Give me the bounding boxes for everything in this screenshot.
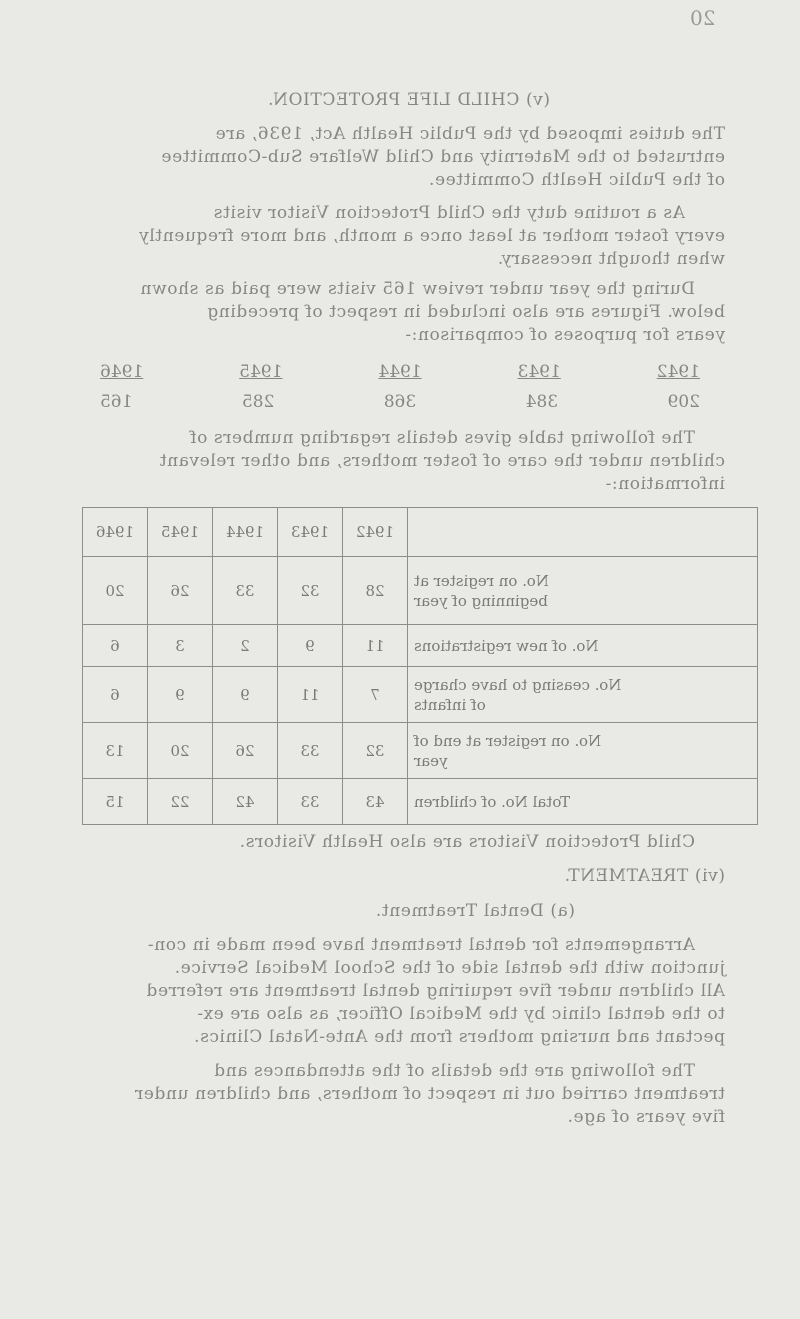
para6-line-3: All children under five requiring dental treatment are referred xyxy=(145,981,725,1001)
para4-line-3: information:- xyxy=(604,474,725,494)
table-cell: 32 xyxy=(343,723,408,779)
table-cell: 33 xyxy=(278,779,343,825)
table-cell: 11 xyxy=(278,667,343,723)
table-cell: 43 xyxy=(343,779,408,825)
visits-value: 285 xyxy=(241,392,275,412)
table-cell: 22 xyxy=(148,779,213,825)
table-cell: 26 xyxy=(213,723,278,779)
para7-line-1: The following are the details of the attendances and xyxy=(213,1061,695,1081)
table-cell: 9 xyxy=(278,625,343,667)
para5: Child Protection Visitors are also Health Visitors. xyxy=(239,832,695,852)
para3-line-1: During the year under review 165 visits were paid as shown xyxy=(140,279,695,299)
table-row xyxy=(83,723,758,779)
intro-line-2: entrusted to the Maternity and Child Welfare Sub-Committee xyxy=(160,147,725,167)
row-label xyxy=(408,723,758,779)
table-cell: 20 xyxy=(148,723,213,779)
table-cell: 42 xyxy=(213,779,278,825)
row-label xyxy=(408,779,758,825)
visits-value: 368 xyxy=(383,392,417,412)
row-label xyxy=(408,667,758,723)
table-cell: 33 xyxy=(213,557,278,625)
para3-line-3: years for purposes of comparison:- xyxy=(404,325,725,345)
table-header-year: 1943 xyxy=(278,508,343,557)
row-label-line: year xyxy=(414,751,448,770)
table-header-year: 1942 xyxy=(343,508,408,557)
para7-line-2: treatment carried out in respect of mothers, and children under xyxy=(134,1084,725,1104)
row-label-line: of infants xyxy=(414,695,486,714)
section-heading-2: (vi) TREATMENT. xyxy=(564,866,725,886)
subsection-heading: (a) Dental Treatment. xyxy=(375,901,575,921)
table-header-year: 1944 xyxy=(213,508,278,557)
table-cell: 3 xyxy=(148,625,213,667)
intro-line-3: of the Public Health Committee. xyxy=(428,170,725,190)
para6-line-1: Arrangements for dental treatment have been made in con- xyxy=(147,935,695,955)
table-cell: 15 xyxy=(83,779,148,825)
row-label xyxy=(408,557,758,625)
section-heading: (v) CHILD LIFE PROTECTION. xyxy=(267,90,550,110)
table-cell: 6 xyxy=(83,625,148,667)
visits-value: 165 xyxy=(100,392,133,412)
visits-years-row xyxy=(100,362,700,382)
table-cell: 28 xyxy=(343,557,408,625)
row-label-line: beginning of year xyxy=(414,591,548,610)
table-row xyxy=(83,667,758,723)
para6-line-2: junction with the dental side of the School Medical Service. xyxy=(174,958,725,978)
visits-year: 1944 xyxy=(378,362,422,382)
row-label-line: No. on register at end of xyxy=(414,731,602,750)
table-header-year: 1945 xyxy=(148,508,213,557)
table-cell: 7 xyxy=(343,667,408,723)
table-cell: 9 xyxy=(213,667,278,723)
para2-line-2: every foster mother at least once a month, and more frequently xyxy=(138,226,725,246)
visits-year: 1945 xyxy=(239,362,283,382)
row-label-line: No. on register at xyxy=(414,571,549,590)
para4-line-2: children under the care of foster mothers, and other relevant xyxy=(159,451,725,471)
intro-line-1: The duties imposed by the Public Health Act, 1936, are xyxy=(215,124,725,144)
para6-line-4: to the dental clinic by the Medical Officer, as also are ex- xyxy=(196,1004,725,1024)
para2-line-3: when thought necessary. xyxy=(497,249,725,269)
visits-values-row xyxy=(100,392,700,412)
para2-line-1: As a routine duty the Child Protection Visitor visits xyxy=(213,203,685,223)
para7-line-3: five years of age. xyxy=(566,1107,725,1127)
table-cell: 2 xyxy=(213,625,278,667)
table-cell: 9 xyxy=(148,667,213,723)
table-row xyxy=(83,625,758,667)
table-cell: 33 xyxy=(278,723,343,779)
table-cell: 20 xyxy=(83,557,148,625)
table-cell: 13 xyxy=(83,723,148,779)
table-row xyxy=(83,557,758,625)
table-cell: 26 xyxy=(148,557,213,625)
para3-line-2: below. Figures are also included in respect of preceding xyxy=(206,302,725,322)
row-label xyxy=(408,625,758,667)
page-number: 20 xyxy=(690,6,716,30)
visits-year: 1942 xyxy=(656,362,700,382)
para6-line-5: pectant and nursing mothers from the Ante-Natal Clinics. xyxy=(193,1027,725,1047)
table-cell: 32 xyxy=(278,557,343,625)
table-header-blank xyxy=(408,508,758,557)
row-label-line: No. ceasing to have charge xyxy=(414,675,622,694)
table-cell: 11 xyxy=(343,625,408,667)
table-header-year: 1946 xyxy=(83,508,148,557)
visits-value: 209 xyxy=(667,392,700,412)
table-header-row xyxy=(83,508,758,557)
row-label-line: No. of new registrations xyxy=(414,636,599,655)
visits-year: 1946 xyxy=(100,362,144,382)
row-label-line: Total No. of children xyxy=(414,792,571,811)
table-cell: 6 xyxy=(83,667,148,723)
visits-year: 1943 xyxy=(517,362,561,382)
table-row xyxy=(83,779,758,825)
visits-value: 384 xyxy=(525,392,559,412)
para4-line-1: The following table gives details regarding numbers of xyxy=(189,428,695,448)
foster-children-table xyxy=(82,507,758,825)
